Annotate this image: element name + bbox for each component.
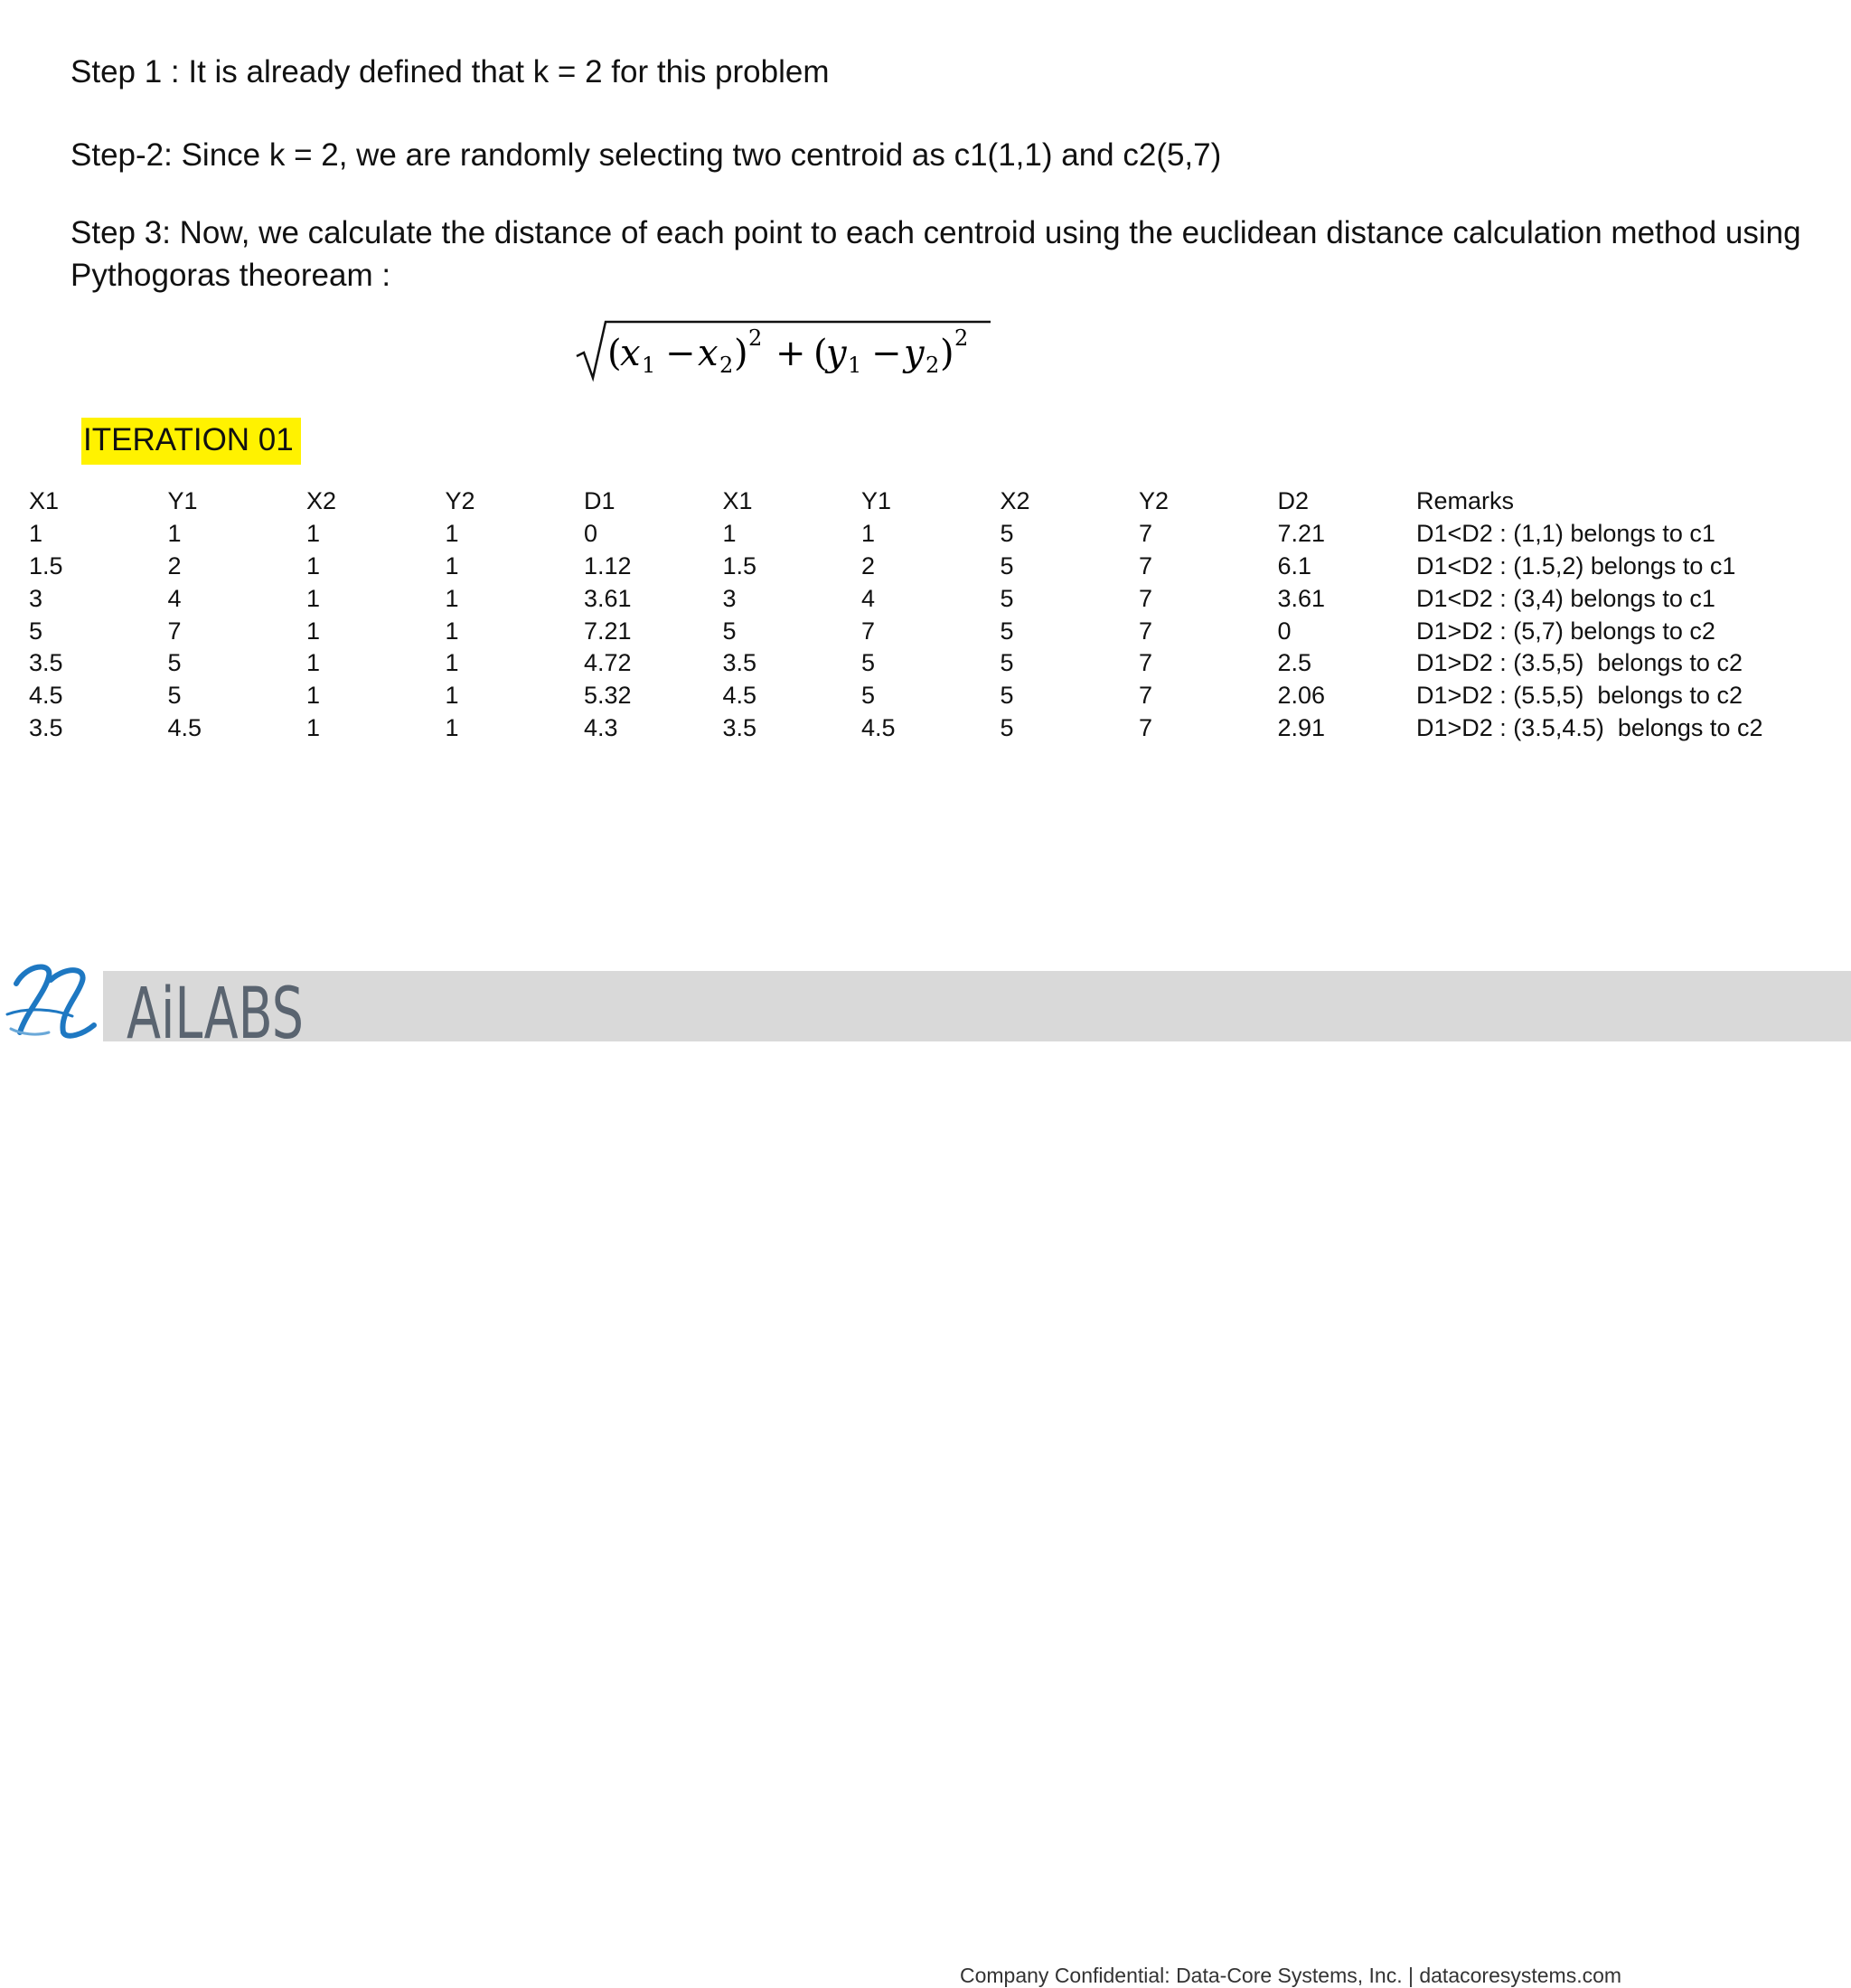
cell-x1-c2: 1.5 [722,551,757,579]
header-d1: D1 [584,487,615,515]
step-3-text: Step 3: Now, we calculate the distance of each point to each centroid using the euclidean distance calculation method using Pythogoras theoream : [70,215,1801,293]
cell-y2: 1 [445,713,459,741]
cell-x1-c2: 3 [722,584,737,612]
cell-y1-c2: 7 [861,617,876,645]
cell-x1: 4.5 [29,682,63,710]
cell-x1-c2: 5 [722,617,737,645]
cell-y1-c2: 5 [861,682,876,710]
cell-x1-c2: 4.5 [722,682,757,710]
formula-x2-subscript: 2 [719,353,734,378]
cell-x1-c2: 1 [722,520,737,548]
header-d2: D2 [1277,487,1310,515]
cell-d1: 4.72 [584,649,632,677]
cell-y2-c2: 7 [1139,584,1153,612]
cell-d2: 7.21 [1277,520,1326,548]
cell-x1: 3.5 [29,713,63,741]
formula-minus-1: − [665,333,696,374]
cell-d2: 2.5 [1277,649,1312,677]
header-x1-c2: X1 [722,487,753,515]
table-row [29,712,1796,745]
cell-y1: 5 [167,682,182,710]
cell-x2: 1 [306,649,321,677]
formula-paren-close-1: ) [734,333,748,374]
cell-y2: 1 [445,617,459,645]
table-row [29,551,1796,583]
cell-x1-c2: 3.5 [722,649,757,677]
cell-x2: 1 [306,584,321,612]
cell-x1: 3 [29,584,43,612]
cell-x2: 1 [306,617,321,645]
header-x2-c2: X2 [1000,487,1030,515]
datacore-logo [0,956,103,1041]
formula-exponent-1: 2 [748,325,763,351]
table-row [29,647,1796,680]
cell-y1-c2: 1 [861,520,876,548]
cell-d2: 3.61 [1277,584,1326,612]
cell-d1: 1.12 [584,551,632,579]
step-1-text: Step 1 : It is already defined that k = 2 for this problem [70,54,830,90]
header-y2: Y2 [445,487,475,515]
cell-y2-c2: 7 [1139,551,1153,579]
cell-remarks: D1>D2 : (3.5,5) belongs to c2 [1416,649,1743,677]
cell-x2: 1 [306,551,321,579]
formula-x2: x [698,333,719,374]
cell-x2-c2: 5 [1000,649,1014,677]
cell-y2: 1 [445,649,459,677]
cell-y2-c2: 7 [1139,617,1153,645]
cell-y2-c2: 7 [1139,520,1153,548]
formula-paren-open: ( [607,333,622,374]
header-y1-c2: Y1 [861,487,892,515]
iteration-label: ITERATION 01 [81,418,301,465]
formula-x1-subscript: 1 [642,353,656,378]
datacore-logo-icon [0,956,103,1041]
cell-d2: 6.1 [1277,551,1312,579]
cell-y1: 5 [167,649,182,677]
cell-y1: 2 [167,551,182,579]
table-body [29,518,1796,745]
cell-y2: 1 [445,520,459,548]
formula-plus: + [775,333,806,374]
formula-y2: y [904,333,925,374]
cell-remarks: D1<D2 : (3,4) belongs to c1 [1416,584,1715,612]
header-x1: X1 [29,487,60,515]
cell-y1-c2: 4 [861,584,876,612]
cell-y1-c2: 4.5 [861,713,896,741]
cell-y1: 4 [167,584,182,612]
cell-y2: 1 [445,682,459,710]
table-header-row [29,485,1796,518]
cell-y1: 1 [167,520,182,548]
cell-remarks: D1<D2 : (1,1) belongs to c1 [1416,520,1715,548]
distance-table [29,485,1796,744]
cell-y1-c2: 5 [861,649,876,677]
cell-y2-c2: 7 [1139,682,1153,710]
cell-y1-c2: 2 [861,551,876,579]
formula-graphic [575,318,991,382]
table-row [29,680,1796,712]
cell-x2-c2: 5 [1000,520,1014,548]
cell-y2-c2: 7 [1139,713,1153,741]
cell-remarks: D1>D2 : (5,7) belongs to c2 [1416,617,1715,645]
cell-x2-c2: 5 [1000,713,1014,741]
cell-d2: 2.91 [1277,713,1326,741]
step-2-text: Step-2: Since k = 2, we are randomly selecting two centroid as c1(1,1) and c2(5,7) [70,137,1222,173]
cell-x2-c2: 5 [1000,584,1014,612]
cell-x2-c2: 5 [1000,551,1014,579]
header-x2: X2 [306,487,337,515]
table-row [29,518,1796,551]
cell-d2: 0 [1277,617,1292,645]
formula-y1-subscript: 1 [848,353,862,378]
table-row [29,615,1796,647]
cell-d1: 4.3 [584,713,618,741]
euclidean-distance-formula [575,318,991,382]
ailabs-logo-mark [125,969,305,1055]
ailabs-logo-text: AiLABS [127,974,304,1055]
formula-exponent-2: 2 [954,325,969,351]
footer-confidential-text: Company Confidential: Data-Core Systems, Inc. | datacoresystems.com [960,1964,1622,1987]
formula-x1: x [620,333,641,374]
table-row [29,582,1796,615]
formula-minus-2: − [871,333,902,374]
cell-y1: 4.5 [167,713,202,741]
cell-remarks: D1<D2 : (1.5,2) belongs to c1 [1416,551,1736,579]
cell-d1: 0 [584,520,598,548]
cell-x2: 1 [306,682,321,710]
cell-d2: 2.06 [1277,682,1326,710]
cell-remarks: D1>D2 : (3.5,4.5) belongs to c2 [1416,713,1763,741]
cell-remarks: D1>D2 : (5.5,5) belongs to c2 [1416,682,1743,710]
cell-y2-c2: 7 [1139,649,1153,677]
formula-paren-open-2: ( [813,333,828,374]
cell-x2-c2: 5 [1000,682,1014,710]
cell-x1-c2: 3.5 [722,713,757,741]
cell-d1: 5.32 [584,682,632,710]
cell-x1: 1.5 [29,551,63,579]
cell-x1: 3.5 [29,649,63,677]
cell-x2-c2: 5 [1000,617,1014,645]
cell-y2: 1 [445,551,459,579]
formula-y2-subscript: 2 [926,353,940,378]
cell-d1: 7.21 [584,617,632,645]
header-y2-c2: Y2 [1139,487,1170,515]
header-remarks: Remarks [1416,487,1515,515]
cell-d1: 3.61 [584,584,632,612]
formula-y1: y [826,333,847,374]
cell-x2: 1 [306,520,321,548]
formula-paren-close-2: ) [940,333,954,374]
cell-x2: 1 [306,713,321,741]
cell-y2: 1 [445,584,459,612]
cell-x1: 1 [29,520,43,548]
cell-x1: 5 [29,617,43,645]
ailabs-logo [125,969,305,1055]
header-y1: Y1 [167,487,198,515]
cell-y1: 7 [167,617,182,645]
